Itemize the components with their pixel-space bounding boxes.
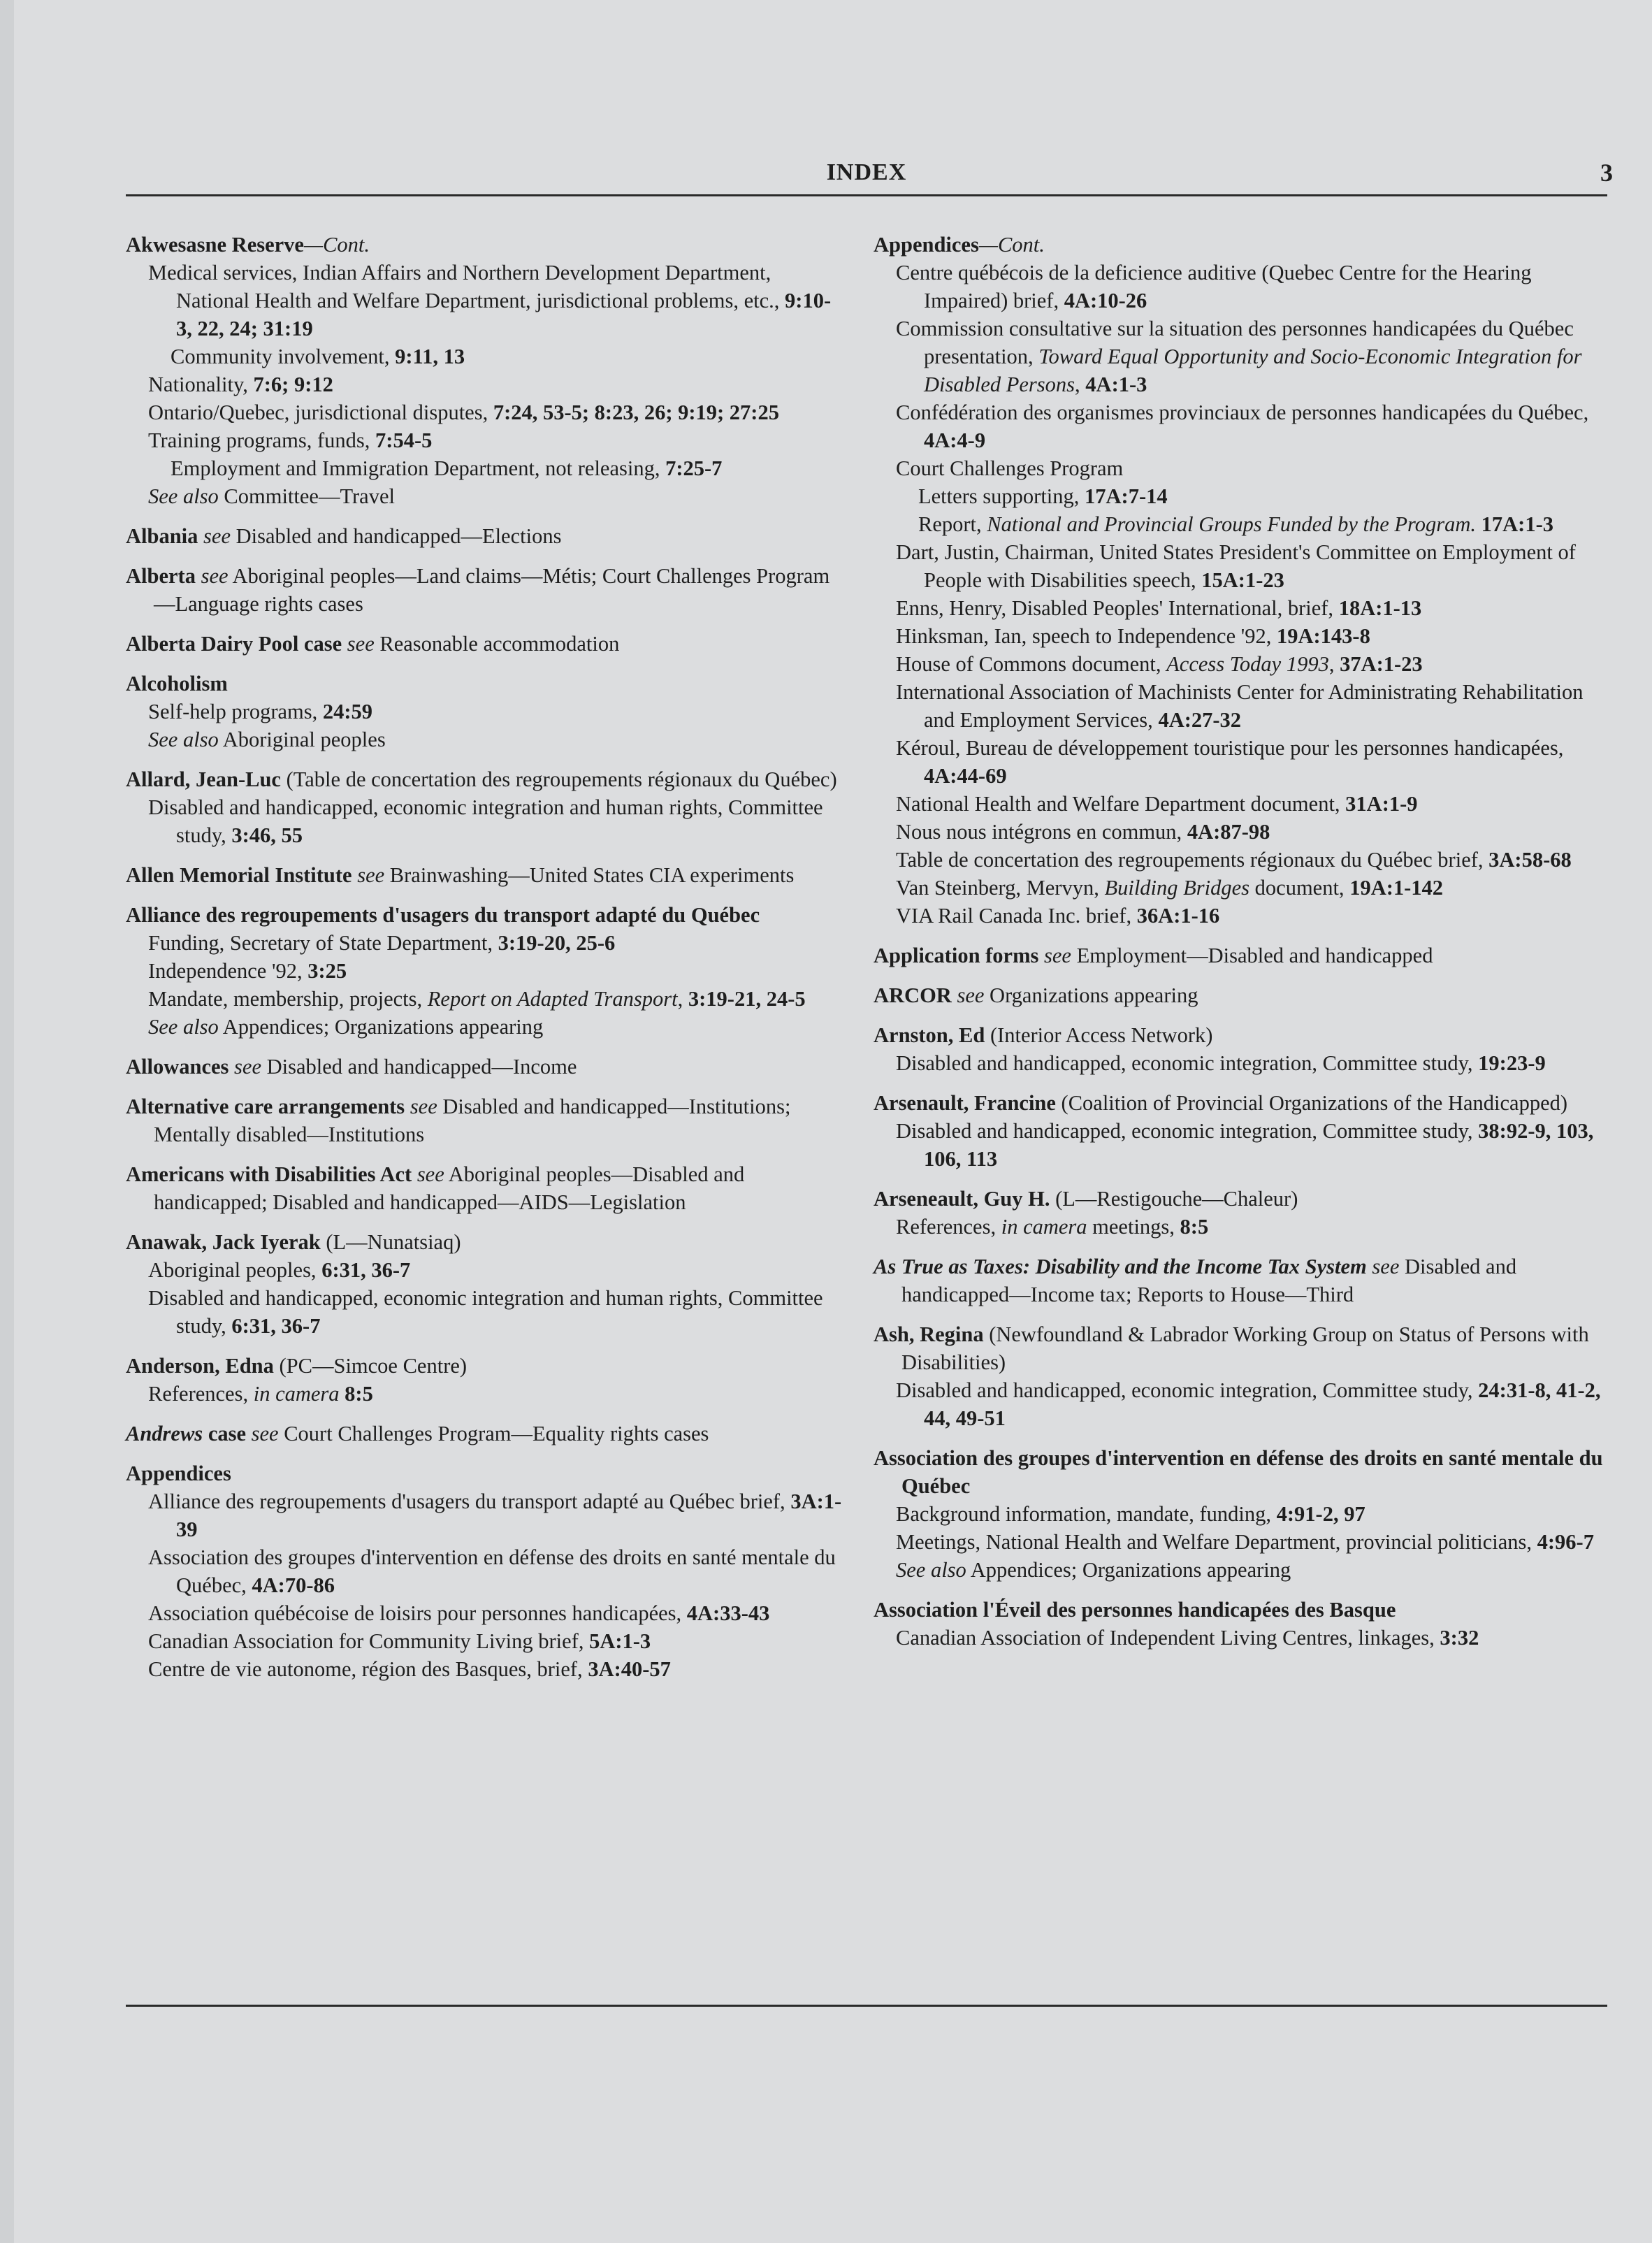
index-entry: Association l'Éveil des personnes handicapées des Basque Canadian Association of Independent Living Centres, linkages, 3:32 bbox=[874, 1598, 1479, 1650]
index-entry: Alternative care arrangements see Disabled and handicapped—Institutions; Mentally disabled—Institutions bbox=[126, 1095, 791, 1146]
entry-heading: Allen Memorial Institute bbox=[126, 863, 352, 887]
index-entry: Appendices—Cont. Centre québécois de la deficience auditive (Quebec Centre for the Hearing Impaired) brief, 4A:10-26 Commission consultative sur la situation des personnes handicapées du Québec presentation, Toward Equal Opportunity and Socio-Economic Integration for Disabled Persons, 4A:1-3 Confédération des organismes provinciaux de personnes handicapées du Québec, 4A:4-9 Court Challenges Program Letters supporting, 17A:7-14 Report, National and Provincial Groups Funded by the Program. 17A:1-3 Dart, Justin, Chairman, United States President's Committee on Employment of People with Disabilities speech, 15A:1-23 Enns, Henry, Disabled Peoples' International, brief, 18A:1-13 Hinksman, Ian, speech to Independence '92, 19A:143-8 House of Commons document, Access Today 1993, 37A:1-23 International Association of Machinists Center for Administrating Rehabilitation and Employment Services, 4A:27-32 Kéroul, Bureau de développement touristique pour les personnes handicapées, 4A:44-69 National Health and Welfare Department document, 31A:1-9 Nous nous intégrons en commun, 4A:87-98 Table de concertation des regroupements régionaux du Québec brief, 3A:58-68 Van Steinberg, Mervyn, Building Bridges document, 19A:1-142 VIA Rail Canada Inc. brief, 36A:1-16 bbox=[874, 233, 1589, 928]
index-entry: Americans with Disabilities Act see Aboriginal peoples—Disabled and handicapped; Disabled and handicapped—AIDS—Legislation bbox=[126, 1162, 745, 1214]
entry-heading: Alberta Dairy Pool case bbox=[126, 632, 342, 656]
index-entry: Appendices Alliance des regroupements d'usagers du transport adapté au Québec brief, 3A:1-39 Association des groupes d'intervention en défense des droits en santé mentale du Québec, 4A:70-86 Association québécoise de loisirs pour personnes handicapées, 4A:33-43 Canadian Association for Community Living brief, 5A:1-3 Centre de vie autonome, région des Basques, brief, 3A:40-57 bbox=[126, 1462, 842, 1681]
left-column bbox=[126, 231, 846, 1695]
page-title: INDEX bbox=[826, 159, 907, 185]
entry-heading: Andrews bbox=[126, 1422, 203, 1445]
index-entry: Anderson, Edna (PC—Simcoe Centre) References, in camera 8:5 bbox=[126, 1354, 468, 1406]
index-entry: Anawak, Jack Iyerak (L—Nunatsiaq) Aboriginal peoples, 6:31, 36-7 Disabled and handicapped, economic integration and human rights, Committee study, 6:31, 36-7 bbox=[126, 1230, 823, 1338]
entry-heading: Alliance des regroupements d'usagers du transport adapté du Québec bbox=[126, 903, 760, 927]
index-entry: Alliance des regroupements d'usagers du transport adapté du Québec Funding, Secretary of State Department, 3:19-20, 25-6 Independence '92, 3:25 Mandate, membership, projects, Report on Adapted Transport, 3:19-21, 24-5 See also Appendices; Organizations appearing bbox=[126, 903, 806, 1039]
entry-heading: Alberta bbox=[126, 564, 196, 588]
index-entry: Ash, Regina (Newfoundland & Labrador Working Group on Status of Persons with Disabilities) Disabled and handicapped, economic integration, Committee study, 24:31-8, 41-2, 44, 49-51 bbox=[874, 1322, 1601, 1430]
index-page bbox=[14, 0, 1652, 2243]
index-entry: Arnston, Ed (Interior Access Network) Disabled and handicapped, economic integration, Committee study, 19:23-9 bbox=[874, 1023, 1546, 1075]
entry-heading: Ash, Regina bbox=[874, 1322, 984, 1346]
page-number: 3 bbox=[1600, 159, 1613, 187]
index-entry: Alberta see Aboriginal peoples—Land claims—Métis; Court Challenges Program—Language rights cases bbox=[126, 564, 830, 616]
index-entry: ARCOR see Organizations appearing bbox=[874, 983, 1198, 1007]
entry-heading: Americans with Disabilities Act bbox=[126, 1162, 412, 1186]
entry-heading: Anawak, Jack Iyerak bbox=[126, 1230, 321, 1254]
entry-heading: As True as Taxes: Disability and the Income Tax System bbox=[874, 1255, 1367, 1278]
entry-heading: Arseneault, Guy H. bbox=[874, 1187, 1050, 1211]
index-entry: Alberta Dairy Pool case see Reasonable accommodation bbox=[126, 632, 620, 656]
footer-rule bbox=[126, 2005, 1607, 2007]
entry-heading: Akwesasne Reserve bbox=[126, 233, 304, 257]
entry-heading: Appendices bbox=[874, 233, 979, 257]
entry-heading: Arsenault, Francine bbox=[874, 1091, 1056, 1115]
entry-heading: ARCOR bbox=[874, 983, 952, 1007]
index-entry: Arsenault, Francine (Coalition of Provincial Organizations of the Handicapped) Disabled and handicapped, economic integration, Committee study, 38:92-9, 103, 106, 113 bbox=[874, 1091, 1594, 1171]
entry-heading: Anderson, Edna bbox=[126, 1354, 274, 1378]
index-entry: Akwesasne Reserve—Cont. Medical services, Indian Affairs and Northern Development Department, National Health and Welfare Department, jurisdictional problems, etc., 9:10-3, 22, 24; 31:19 Community involvement, 9:11, 13 Nationality, 7:6; 9:12 Ontario/Quebec, jurisdictional disputes, 7:24, 53-5; 8:23, 26; 9:19; 27:25 Training programs, funds, 7:54-5 Employment and Immigration Department, not releasing, 7:25-7 See also Committee—Travel bbox=[126, 233, 832, 508]
entry-heading: Arnston, Ed bbox=[874, 1023, 985, 1047]
entry-heading: Alcoholism bbox=[126, 672, 228, 695]
entry-heading: Allowances bbox=[126, 1055, 229, 1079]
index-entry: Allowances see Disabled and handicapped—Income bbox=[126, 1055, 577, 1079]
index-entry: Application forms see Employment—Disabled and handicapped bbox=[874, 944, 1433, 967]
index-entry: Association des groupes d'intervention en défense des droits en santé mentale du Québec Background information, mandate, funding, 4:91-2, 97 Meetings, National Health and Welfare Department, provincial politicians, 4:96-7 See also Appendices; Organizations appearing bbox=[874, 1446, 1603, 1582]
entry-heading: Association des groupes d'intervention en défense des droits en santé mentale du Québec bbox=[874, 1446, 1603, 1498]
index-entry: Andrews case see Court Challenges Program—Equality rights cases bbox=[126, 1422, 709, 1445]
entry-heading: Appendices bbox=[126, 1462, 231, 1485]
page-header bbox=[126, 159, 1613, 196]
entry-heading: Allard, Jean-Luc bbox=[126, 767, 281, 791]
index-entry: Alcoholism Self-help programs, 24:59 See also Aboriginal peoples bbox=[126, 672, 386, 751]
entry-heading: Application forms bbox=[874, 944, 1039, 967]
right-column bbox=[874, 231, 1607, 1664]
entry-heading: Alternative care arrangements bbox=[126, 1095, 405, 1118]
index-entry: Allen Memorial Institute see Brainwashing—United States CIA experiments bbox=[126, 863, 795, 887]
entry-heading: Association l'Éveil des personnes handicapées des Basque bbox=[874, 1598, 1396, 1622]
index-entry: Allard, Jean-Luc (Table de concertation des regroupements régionaux du Québec) Disabled and handicapped, economic integration and human rights, Committee study, 3:46, 55 bbox=[126, 767, 837, 847]
entry-heading: Albania bbox=[126, 524, 198, 548]
index-entry: As True as Taxes: Disability and the Income Tax System see Disabled and handicapped—Income tax; Reports to House—Third bbox=[874, 1255, 1517, 1306]
index-entry: Arseneault, Guy H. (L—Restigouche—Chaleur) References, in camera meetings, 8:5 bbox=[874, 1187, 1298, 1239]
index-entry: Albania see Disabled and handicapped—Elections bbox=[126, 524, 562, 548]
